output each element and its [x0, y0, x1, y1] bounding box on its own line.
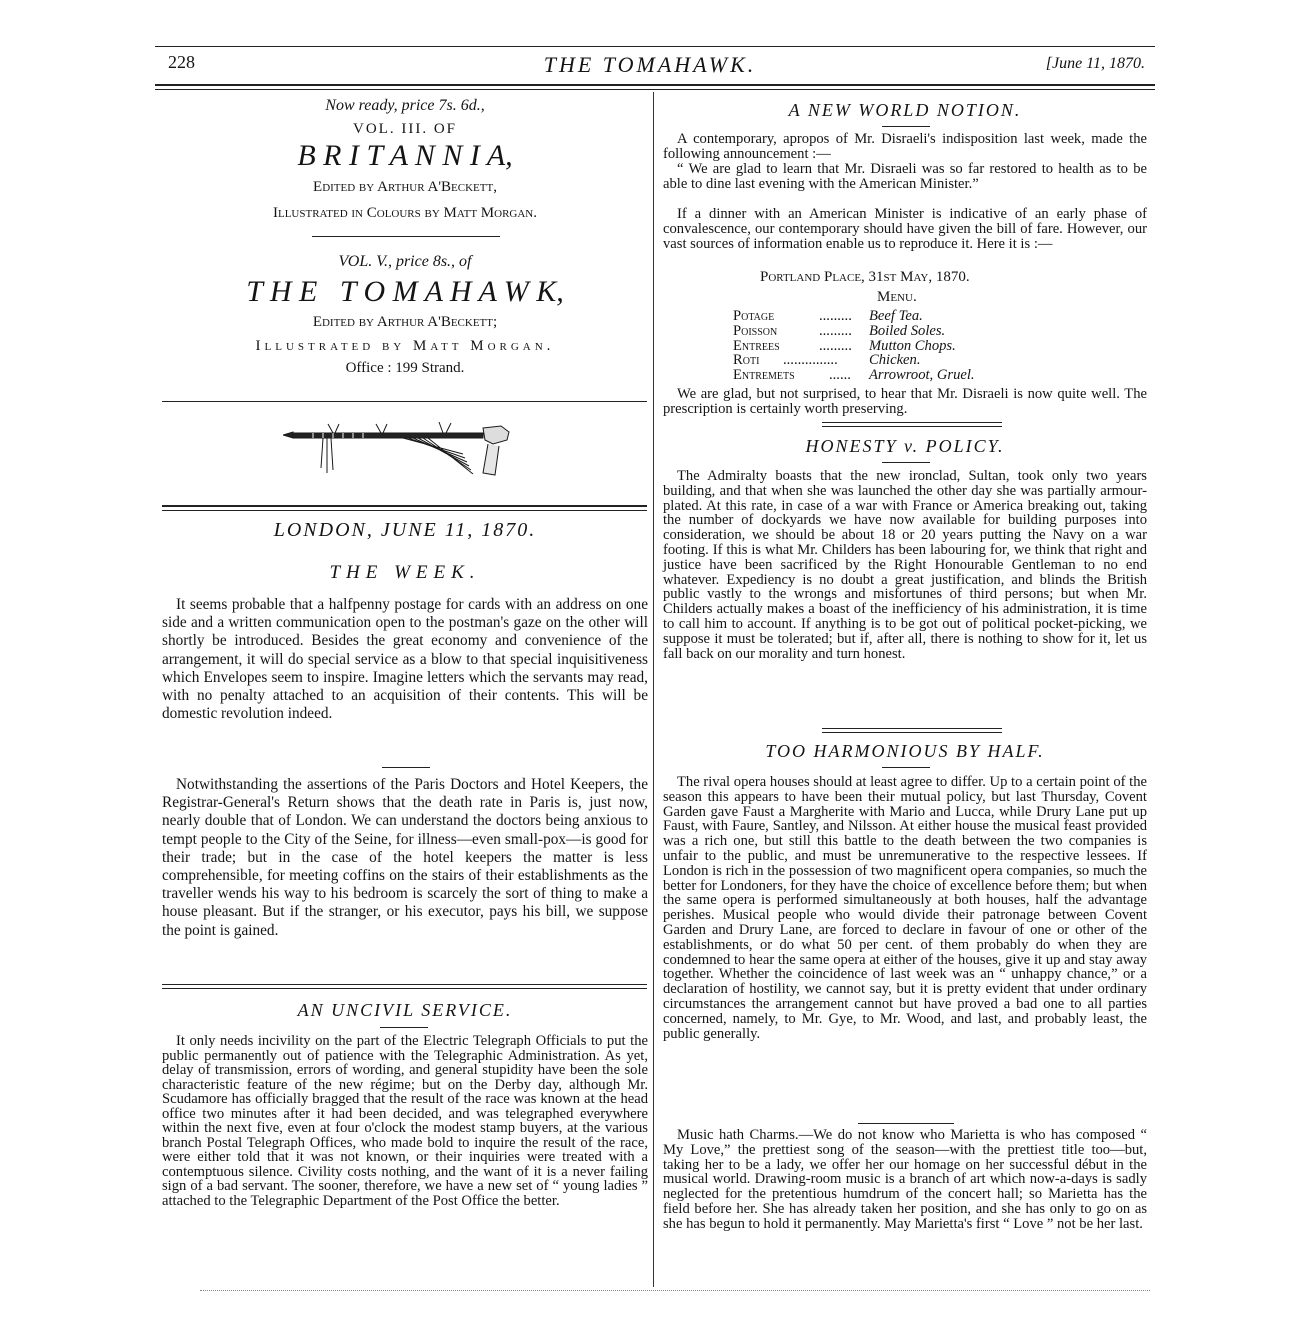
honesty-separator [882, 462, 930, 463]
honesty-rule-2 [822, 426, 1002, 427]
notion-paragraph-4: We are glad, but not surprised, to hear that Mr. Disraeli is now quite well. The prescription is certainly worth preserving. [663, 386, 1147, 417]
vignette-tufts [328, 422, 451, 433]
uncivil-title: AN UNCIVIL SERVICE. [297, 1000, 513, 1020]
header-rule-1 [155, 84, 1155, 86]
harmonious-separator [882, 767, 930, 768]
vignette-blade [483, 426, 509, 444]
uncivil-rule-1 [162, 984, 647, 985]
menu-heading: Menu. [877, 289, 917, 305]
masthead: THE TOMAHAWK. [543, 52, 757, 77]
menu-dots: ......... [819, 322, 852, 339]
column-divider [653, 92, 654, 1287]
notion-paragraph-2: “ We are glad to learn that Mr. Disraeli was so far restored to health as to be able to dine last evening with the American Minister.” [663, 161, 1147, 192]
ad-britannia: B R I T A N N I A, [297, 139, 513, 172]
menu-place: Portland Place, 31st May, 1870. [760, 269, 970, 285]
vignette-feathers [403, 438, 473, 474]
notion-separator [882, 126, 930, 127]
menu-dots: ...... [829, 367, 851, 384]
ad-vol-3: VOL. III. OF [353, 121, 457, 137]
header-rule-2 [155, 89, 1155, 90]
menu-dish: Mutton Chops. [869, 337, 956, 354]
menu-item [733, 309, 975, 324]
menu-dish: Beef Tea. [869, 308, 923, 324]
notion-paragraph-1: A contemporary, apropos of Mr. Disraeli's indisposition last week, made the following announcement :— [663, 131, 1147, 162]
harmonious-rule-2 [822, 732, 1002, 733]
harmonious-title: TOO HARMONIOUS BY HALF. [765, 741, 1045, 761]
uncivil-rule-2 [162, 988, 647, 989]
menu-dots: ............... [783, 352, 838, 369]
menu-course: Entremets [733, 367, 795, 384]
ad-rule-bottom [162, 401, 647, 402]
menu-course: Potage [733, 308, 775, 324]
ad-illustrated-2: Illustrated by Matt Morgan. [255, 338, 555, 354]
dateline: LONDON, JUNE 11, 1870. [273, 519, 537, 541]
ad-now-ready: Now ready, price 7s. 6d., [325, 97, 485, 114]
uncivil-paragraph: It only needs incivility on the part of the Electric Telegraph Officials to put the public permanently out of patience with the Telegraphic Administration. As yet, delay of transmission, errors of wording, and general stupidity have been the sole characteristic feature of the new régime; but on the Derby day, although Mr. Scudamore has officially bragged that the result of the race was known at the head office two minutes after it had been decided, and was telegraphed everywhere within the next five, even at four o'clock the modest stamp buyers, at the various branch Postal Telegraph Offices, who made bold to inquire the result of the race, were either told that it was not known, or their inquiries were treated with a contemptuous silence. Civility costs nothing, and the want of it is a never failing sign of a bad servant. The sooner, therefore, we have a new set of “ young ladies ” attached to the Telegraphic Department of the Post Office the better. [162, 1033, 648, 1209]
page-bottom-rule [200, 1290, 1150, 1291]
uncivil-separator [380, 1027, 428, 1028]
notion-title: A NEW WORLD NOTION. [788, 100, 1022, 120]
tomahawk-vignette [283, 418, 523, 490]
week-paragraph-1: It seems probable that a halfpenny postage for cards with an address on one side and a written communication open to the postman's gaze on the other will shortly be introduced. Besides the great economy and convenience of the arrangement, it will do special service as a blow to that special inquisitiveness which Envelopes seem to inspire. Imagine letters which the servants may read, with no penalty attached to an acquisition of their contents. This will be domestic revolution indeed. [162, 596, 648, 723]
ad-illustrated-1: Illustrated in Colours by Matt Morgan. [272, 205, 537, 221]
harmonious-rule-1 [822, 728, 1002, 729]
page-number: 228 [168, 52, 195, 72]
ad-edited-by-1: Edited by Arthur A'Beckett, [313, 179, 497, 195]
ad-rule-1 [312, 236, 500, 237]
ad-tomahawk: T H E T O M A H A W K, [246, 275, 564, 308]
menu-list [733, 309, 975, 383]
menu-course: Poisson [733, 322, 778, 339]
notion-paragraph-3: If a dinner with an American Minister is indicative of an early phase of convalescence, our contemporary should have given the bill of fare. However, our vast sources of information enable us to reproduce it. Here it is :— [663, 206, 1147, 252]
music-paragraph: Music hath Charms.—We do not know who Marietta is who has composed “ My Love,” the prettiest song of the season—with the prettiest title too—but, taking her to be a lady, we offer her our homage on her successful début in the musical world. Drawing-room music is a branch of art which now-a-days is sadly neglected for the pretentious humdrum of the concert hall; so Marietta has the field before her. She has already taken her position, and she has only to go on as she has begun to hold it permanently. May Marietta's first “ Love ” not be her last. [663, 1127, 1147, 1232]
ad-vol-5: VOL. V., price 8s., of [338, 253, 472, 270]
the-week-title: THE WEEK. [329, 562, 481, 583]
vignette-fringe [321, 438, 333, 473]
menu-item [733, 368, 975, 383]
week-separator [382, 767, 430, 768]
menu-dish: Arrowroot, Gruel. [869, 367, 975, 384]
menu-item [733, 324, 975, 339]
vignette-point [283, 432, 293, 438]
ad-office: Office : 199 Strand. [345, 360, 465, 376]
menu-dots: ......... [819, 337, 852, 354]
dateline-rule-1 [162, 505, 647, 507]
ad-edited-by-2: Edited by Arthur A'Beckett; [312, 314, 498, 330]
menu-course: Entrees [733, 337, 780, 354]
header-rule-top [155, 46, 1155, 47]
week-paragraph-2: Notwithstanding the assertions of the Paris Doctors and Hotel Keepers, the Registrar-General's Return shows that the death rate in Paris is, just now, nearly double that of London. We can understand the doctors being anxious to tempt people to the City of the Seine, for illness—even small-pox—is good for their trade; but in the case of the hotel keepers the matter is less comprehensible, for meeting coffins on the stairs of their establishments as the traveller wends his way to his bedroom is scarcely the sort of thing to make a house pleasant. But if the stranger, or his executor, pays his bill, we suppose the point is gained. [162, 776, 648, 939]
vignette-tassel [483, 444, 499, 475]
menu-item [733, 339, 975, 354]
vignette-handle [293, 433, 483, 438]
menu-item [733, 353, 975, 368]
honesty-paragraph: The Admiralty boasts that the new ironclad, Sultan, took only two years building, and that when she was launched the other day she was partially armour-plated. At this rate, in case of a war with France or America breaking out, taking the number of dockyards we have now available for building purposes into consideration, we should be about 18 or 20 years putting the Navy on a war footing. If this is what Mr. Childers has been labouring for, we think that right and justice have been sacrificed by the Right Honourable Gentleman to no end whatever. Expediency is no doubt a great justification, and blinds the British public vastly to the wrongs and misfortunes of third persons; but when Mr. Childers actually makes a boast of the inefficiency of his administration, it is time to call him to account. If anything is to be got out of political pocket-picking, we suppose it must be tolerated; but if, after all, there is nothing to show for it, let us fall back on our morality and turn honest. [663, 468, 1147, 662]
menu-dish: Chicken. [869, 352, 921, 369]
menu-course: Roti [733, 352, 760, 369]
honesty-title: HONESTY v. POLICY. [805, 436, 1005, 456]
dateline-rule-2 [162, 510, 647, 511]
menu-dots: ......... [819, 308, 852, 324]
music-separator [858, 1123, 954, 1124]
honesty-rule-1 [822, 422, 1002, 423]
menu-dish: Boiled Soles. [869, 322, 946, 339]
issue-date: [June 11, 1870. [1045, 55, 1145, 72]
harmonious-paragraph: The rival opera houses should at least agree to differ. Up to a certain point of the season this appears to have been their mutual policy, but last Thursday, Covent Garden gave Faust a Margherite with Mario and Lucca, while Drury Lane put up Faust, with Faure, Santley, and Nilsson. At either house the musical feast provided was a rich one, but still this battle to the death between the two companies is unfair to the public, and must be unremunerative to the respective lessees. If London is rich in the possession of two magnificent opera companies, so much the better for Londoners, for they have the choice of excellence before them; but when the same opera is performed simultaneously at both houses, half the advantage perishes. Musical people who would divide their patronage between Covent Garden and Drury Lane, are forced to declare in favour of one or other of the establishments, or do what 50 per cent. of them probably do when they are condemned to hear the same opera at either of the houses, give it up and stay away together. Whether the coincidence of last week was an “ unhappy chance,” or a declaration of hostility, we cannot say, but it is pretty evident that under ordinary circumstances the arrangement cannot but have proved a bad one to all parties concerned, namely, to Mr. Gye, to Mr. Wood, and last, and probably least, the public generally. [663, 774, 1147, 1042]
